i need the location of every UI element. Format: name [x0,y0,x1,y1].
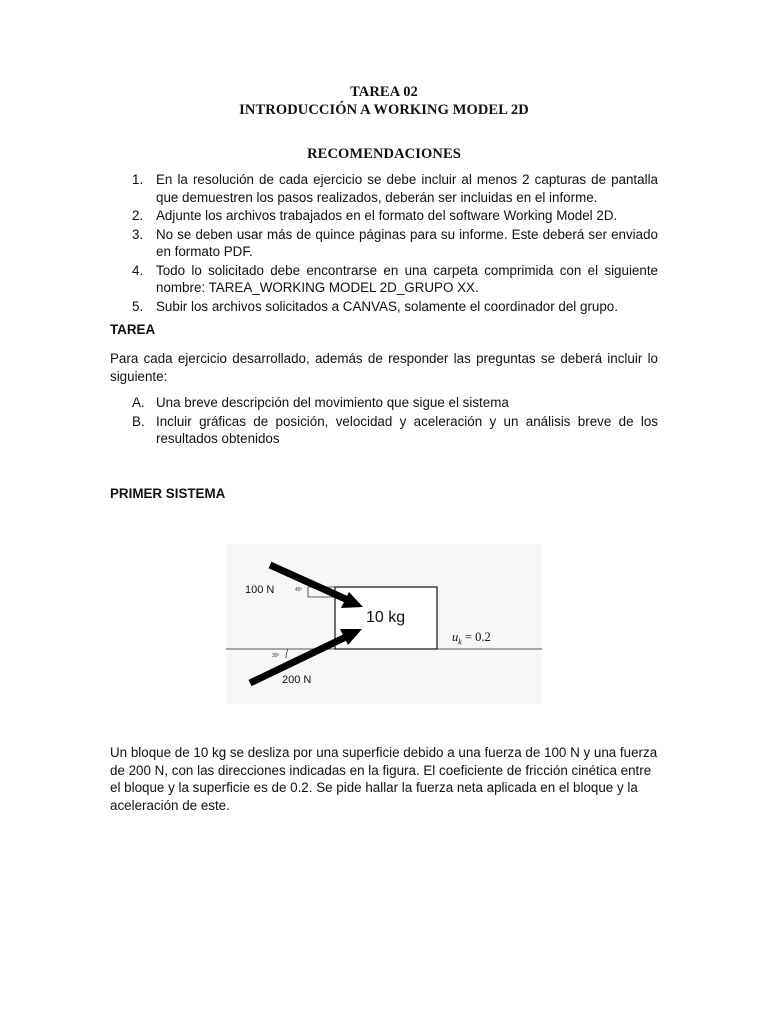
list-item [110,298,658,316]
list-item [110,171,658,206]
list-number: 3. [132,226,144,242]
list-item [110,413,658,448]
recommendations-title: RECOMENDACIONES [307,146,461,162]
list-number: 2. [132,208,144,223]
list-text: Todo lo solicitado debe encontrarse en una carpeta comprimida con el siguiente nombre: TAREA_WORKING MODEL 2D_GRUPO XX. [156,262,658,295]
list-letter: A. [132,395,145,410]
list-number: 1. [132,172,144,187]
angle-30-label: 30º [272,653,280,659]
list-number: 5. [132,298,144,314]
list-number: 4. [132,262,144,278]
recommendations-list [110,171,658,316]
list-letter: B. [132,413,145,429]
list-item [110,262,658,297]
problem-description: Un bloque de 10 kg se desliza por una superficie debido a una fuerza de 100 N y una fuerza de 200 N, con las direcciones indicadas en la figura. El coeficiente de fricción cinética entre el bloque y la superficie es de 0.2. Se pide hallar la fuerza neta aplicada en el bloque y la aceleración de este. [110,745,658,813]
friction-coefficient [452,630,491,647]
doc-title: TAREA 02 [350,84,418,100]
doc-subtitle: INTRODUCCIÓN A WORKING MODEL 2D [239,102,529,118]
primer-sistema-heading: PRIMER SISTEMA [110,486,226,501]
force-200n-label: 200 N [282,674,312,686]
list-text: Incluir gráficas de posición, velocidad y aceleración y un análisis breve de los resultados obtenidos [156,413,658,446]
force-diagram [226,544,542,704]
mass-label: 10 kg [366,609,406,626]
friction-value: = 0.2 [461,630,491,644]
list-text: Una breve descripción del movimiento que sigue el sistema [156,395,509,410]
tarea-intro: Para cada ejercicio desarrollado, además de responder las preguntas se deberá incluir lo siguiente: [110,351,658,384]
list-item [110,207,658,225]
list-text: Adjunte los archivos trabajados en el formato del software Working Model 2D. [156,208,618,223]
list-item [110,394,658,412]
force-100n-label: 100 N [245,584,275,596]
list-item [110,226,658,261]
friction-symbol: u [452,630,459,644]
tarea-heading: TAREA [110,322,156,337]
tarea-list [110,394,658,449]
list-text: No se deben usar más de quince páginas para su informe. Este deberá ser enviado en formato PDF. [156,226,658,259]
list-text: Subir los archivos solicitados a CANVAS, solamente el coordinador del grupo. [156,298,618,314]
angle-45-label: 45º [295,587,303,593]
friction-subscript: k [458,637,462,647]
list-text: En la resolución de cada ejercicio se debe incluir al menos 2 capturas de pantalla que demuestren los pasos realizados, deberán ser incluidas en el informe. [156,172,658,205]
